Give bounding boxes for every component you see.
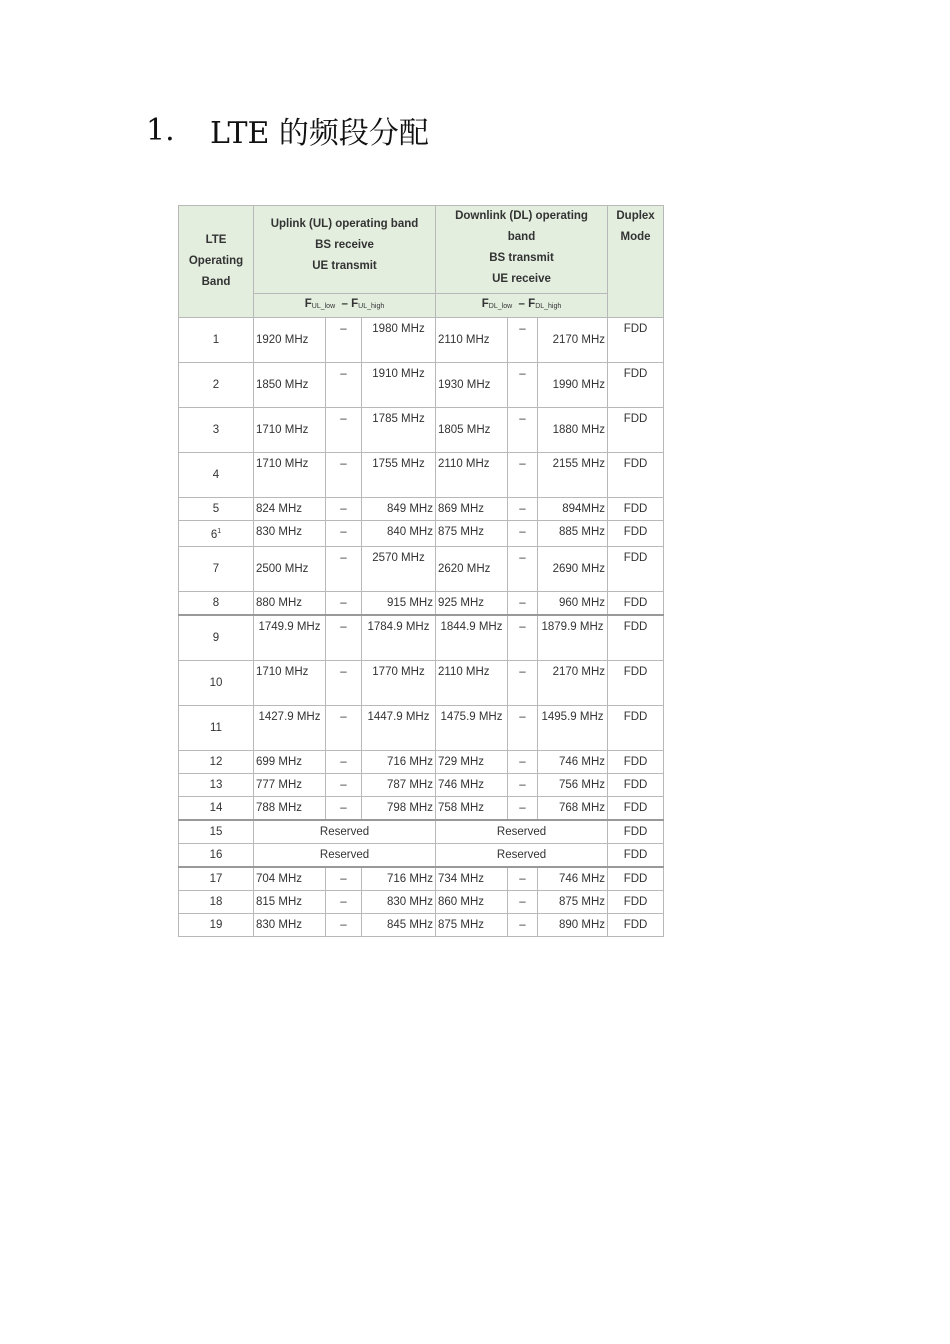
dl-dash-cell: –	[508, 705, 538, 750]
dl-dash-cell: –	[508, 750, 538, 773]
dl-high-cell: 875 MHz	[538, 890, 608, 913]
duplex-cell: FDD	[608, 453, 664, 498]
ul-formula: $F_{UL\_low} - F_{UL\_high}$	[254, 294, 436, 318]
duplex-cell: FDD	[608, 867, 664, 891]
duplex-cell: FDD	[608, 796, 664, 820]
dl-dash-cell: –	[508, 890, 538, 913]
band-cell: 12	[179, 750, 254, 773]
band-cell: 4	[179, 453, 254, 498]
ul-dash-cell: –	[326, 521, 362, 547]
ul-dash-cell: –	[326, 750, 362, 773]
ul-high-cell: 2570 MHz	[362, 546, 436, 591]
dl-dash-cell: –	[508, 363, 538, 408]
ul-low-cell: 1710 MHz	[254, 453, 326, 498]
ul-dash-cell: –	[326, 591, 362, 615]
ul-low-cell: 1710 MHz	[254, 660, 326, 705]
table-row	[179, 363, 664, 408]
header-downlink	[436, 206, 608, 294]
table-row	[179, 913, 664, 936]
dl-high-cell: 894MHz	[538, 498, 608, 521]
ul-low-cell: 1749.9 MHz	[254, 615, 326, 661]
dl-dash-cell: –	[508, 867, 538, 891]
ul-dash-cell: –	[326, 408, 362, 453]
table-row	[179, 521, 664, 547]
dl-dash-cell: –	[508, 498, 538, 521]
band-cell: 2	[179, 363, 254, 408]
table-row	[179, 408, 664, 453]
table-row	[179, 820, 664, 844]
dl-dash-cell: –	[508, 913, 538, 936]
dl-reserved-cell: Reserved	[436, 843, 608, 867]
dl-dash-cell: –	[508, 796, 538, 820]
ul-dash-cell: –	[326, 498, 362, 521]
ul-dash-cell: –	[326, 363, 362, 408]
ul-high-cell: 849 MHz	[362, 498, 436, 521]
ul-high-cell: 1980 MHz	[362, 318, 436, 363]
ul-low-cell: 1710 MHz	[254, 408, 326, 453]
header-uplink-line: UE transmit	[312, 260, 377, 272]
lte-band-table-container	[178, 205, 663, 937]
section-heading	[146, 108, 429, 152]
band-cell: 13	[179, 773, 254, 796]
duplex-cell: FDD	[608, 890, 664, 913]
dl-reserved-cell: Reserved	[436, 820, 608, 844]
ul-high-cell: 845 MHz	[362, 913, 436, 936]
ul-high-cell: 1770 MHz	[362, 660, 436, 705]
dl-low-cell: 925 MHz	[436, 591, 508, 615]
dl-dash-cell: –	[508, 660, 538, 705]
ul-dash-cell: –	[326, 546, 362, 591]
ul-dash-cell: –	[326, 913, 362, 936]
dl-low-cell: 2110 MHz	[436, 453, 508, 498]
ul-low-cell: 788 MHz	[254, 796, 326, 820]
duplex-cell: FDD	[608, 843, 664, 867]
header-duplex-line: Mode	[620, 231, 651, 243]
dl-high-cell: 746 MHz	[538, 750, 608, 773]
dl-low-cell: 729 MHz	[436, 750, 508, 773]
band-cell: 1	[179, 318, 254, 363]
dl-high-cell: 2170 MHz	[538, 318, 608, 363]
header-row	[179, 206, 664, 294]
table-row	[179, 843, 664, 867]
header-downlink-line: UE receive	[492, 273, 551, 285]
ul-low-cell: 699 MHz	[254, 750, 326, 773]
section-title: LTE 的频段分配	[210, 116, 429, 151]
header-uplink-line: BS receive	[315, 239, 374, 251]
dl-formula: $F_{DL\_low} - F_{DL\_high}$	[436, 294, 608, 318]
duplex-cell: FDD	[608, 363, 664, 408]
lte-band-table	[178, 205, 664, 937]
table-row	[179, 546, 664, 591]
ul-low-cell: 830 MHz	[254, 521, 326, 547]
dl-dash-cell: –	[508, 615, 538, 661]
band-cell: 8	[179, 591, 254, 615]
ul-low-cell: 1427.9 MHz	[254, 705, 326, 750]
duplex-cell: FDD	[608, 913, 664, 936]
dl-low-cell: 875 MHz	[436, 913, 508, 936]
header-duplex	[608, 206, 664, 318]
ul-dash-cell: –	[326, 660, 362, 705]
dl-dash-cell: –	[508, 521, 538, 547]
duplex-cell: FDD	[608, 750, 664, 773]
dl-dash-cell: –	[508, 773, 538, 796]
dl-high-cell: 1990 MHz	[538, 363, 608, 408]
duplex-cell: FDD	[608, 318, 664, 363]
ul-low-cell: 1920 MHz	[254, 318, 326, 363]
dl-dash-cell: –	[508, 546, 538, 591]
ul-low-cell: 704 MHz	[254, 867, 326, 891]
header-uplink	[254, 206, 436, 294]
dl-low-cell: 875 MHz	[436, 521, 508, 547]
table-row	[179, 705, 664, 750]
duplex-cell: FDD	[608, 546, 664, 591]
ul-dash-cell: –	[326, 773, 362, 796]
header-downlink-line: Downlink (DL) operating	[455, 210, 588, 222]
dl-low-cell: 746 MHz	[436, 773, 508, 796]
duplex-cell: FDD	[608, 705, 664, 750]
duplex-cell: FDD	[608, 773, 664, 796]
ul-high-cell: 830 MHz	[362, 890, 436, 913]
duplex-cell: FDD	[608, 660, 664, 705]
dl-low-cell: 2110 MHz	[436, 660, 508, 705]
header-downlink-line: BS transmit	[489, 252, 554, 264]
ul-high-cell: 716 MHz	[362, 867, 436, 891]
ul-dash-cell: –	[326, 705, 362, 750]
ul-dash-cell: –	[326, 318, 362, 363]
ul-high-cell: 840 MHz	[362, 521, 436, 547]
dl-low-cell: 1805 MHz	[436, 408, 508, 453]
header-downlink-line: band	[507, 231, 536, 243]
dl-high-cell: 2155 MHz	[538, 453, 608, 498]
table-row	[179, 591, 664, 615]
dl-low-cell: 869 MHz	[436, 498, 508, 521]
table-row	[179, 318, 664, 363]
table-row	[179, 660, 664, 705]
header-band-line: Operating	[188, 255, 244, 267]
dl-low-cell: 758 MHz	[436, 796, 508, 820]
dl-high-cell: 768 MHz	[538, 796, 608, 820]
dl-low-cell: 1475.9 MHz	[436, 705, 508, 750]
table-row	[179, 615, 664, 661]
band-cell: 17	[179, 867, 254, 891]
ul-low-cell: 777 MHz	[254, 773, 326, 796]
dl-high-cell: 960 MHz	[538, 591, 608, 615]
table-row	[179, 750, 664, 773]
band-cell: 11	[179, 705, 254, 750]
ul-dash-cell: –	[326, 890, 362, 913]
ul-high-cell: 1784.9 MHz	[362, 615, 436, 661]
ul-high-cell: 1755 MHz	[362, 453, 436, 498]
header-band-line: Band	[201, 276, 231, 288]
ul-high-cell: 716 MHz	[362, 750, 436, 773]
ul-low-cell: 2500 MHz	[254, 546, 326, 591]
dl-high-cell: 746 MHz	[538, 867, 608, 891]
ul-low-cell: 880 MHz	[254, 591, 326, 615]
table-row	[179, 453, 664, 498]
dl-dash-cell: –	[508, 591, 538, 615]
header-band	[179, 206, 254, 318]
dl-dash-cell: –	[508, 408, 538, 453]
ul-high-cell: 1785 MHz	[362, 408, 436, 453]
ul-low-cell: 824 MHz	[254, 498, 326, 521]
ul-reserved-cell: Reserved	[254, 820, 436, 844]
table-row	[179, 867, 664, 891]
duplex-cell: FDD	[608, 615, 664, 661]
band-cell: 14	[179, 796, 254, 820]
table-row	[179, 890, 664, 913]
ul-low-cell: 815 MHz	[254, 890, 326, 913]
table-row	[179, 796, 664, 820]
table-row	[179, 773, 664, 796]
band-footnote-mark: 1	[217, 528, 222, 535]
ul-high-cell: 1910 MHz	[362, 363, 436, 408]
dl-low-cell: 1930 MHz	[436, 363, 508, 408]
dl-low-cell: 860 MHz	[436, 890, 508, 913]
ul-high-cell: 915 MHz	[362, 591, 436, 615]
dl-high-cell: 2690 MHz	[538, 546, 608, 591]
band-cell: 15	[179, 820, 254, 844]
dl-high-cell: 890 MHz	[538, 913, 608, 936]
duplex-cell: FDD	[608, 591, 664, 615]
band-cell: 9	[179, 615, 254, 661]
dl-low-cell: 1844.9 MHz	[436, 615, 508, 661]
header-band-line: LTE	[205, 234, 227, 246]
dl-dash-cell: –	[508, 453, 538, 498]
ul-high-cell: 798 MHz	[362, 796, 436, 820]
band-cell: 18	[179, 890, 254, 913]
table-row	[179, 498, 664, 521]
band-cell: 16	[179, 843, 254, 867]
ul-reserved-cell: Reserved	[254, 843, 436, 867]
duplex-cell: FDD	[608, 498, 664, 521]
dl-high-cell: 1495.9 MHz	[538, 705, 608, 750]
dl-high-cell: 1880 MHz	[538, 408, 608, 453]
duplex-cell: FDD	[608, 521, 664, 547]
dl-high-cell: 885 MHz	[538, 521, 608, 547]
band-cell	[179, 521, 254, 547]
ul-dash-cell: –	[326, 867, 362, 891]
ul-low-cell: 830 MHz	[254, 913, 326, 936]
ul-dash-cell: –	[326, 796, 362, 820]
dl-dash-cell: –	[508, 318, 538, 363]
dl-low-cell: 2110 MHz	[436, 318, 508, 363]
duplex-cell: FDD	[608, 408, 664, 453]
band-number: 6	[210, 528, 218, 541]
section-number: 1.	[146, 112, 175, 148]
band-cell: 7	[179, 546, 254, 591]
band-cell: 19	[179, 913, 254, 936]
band-cell: 10	[179, 660, 254, 705]
duplex-cell: FDD	[608, 820, 664, 844]
header-uplink-line: Uplink (UL) operating band	[270, 218, 419, 230]
header-duplex-line: Duplex	[616, 210, 655, 222]
dl-low-cell: 2620 MHz	[436, 546, 508, 591]
ul-high-cell: 787 MHz	[362, 773, 436, 796]
ul-high-cell: 1447.9 MHz	[362, 705, 436, 750]
ul-dash-cell: –	[326, 453, 362, 498]
band-cell: 3	[179, 408, 254, 453]
dl-high-cell: 1879.9 MHz	[538, 615, 608, 661]
band-cell: 5	[179, 498, 254, 521]
dl-high-cell: 2170 MHz	[538, 660, 608, 705]
dl-low-cell: 734 MHz	[436, 867, 508, 891]
ul-low-cell: 1850 MHz	[254, 363, 326, 408]
dl-high-cell: 756 MHz	[538, 773, 608, 796]
ul-dash-cell: –	[326, 615, 362, 661]
